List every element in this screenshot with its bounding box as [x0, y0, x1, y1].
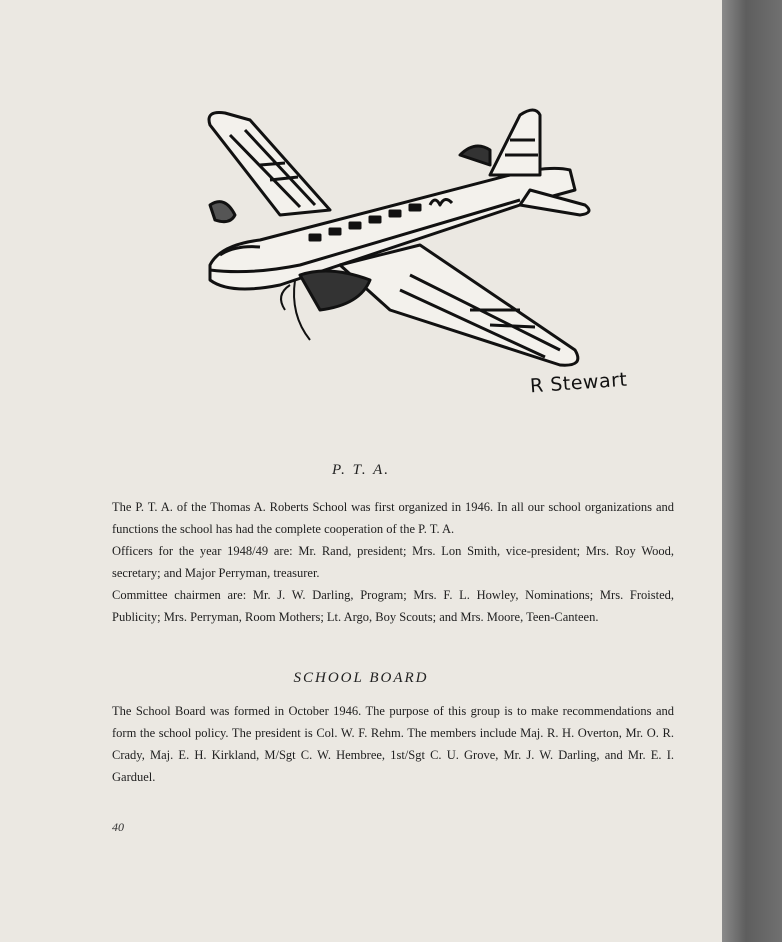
- binding-shadow: [722, 0, 782, 942]
- school-board-paragraph: The School Board was formed in October 1946. The purpose of this group is to make recommendations and form the school policy. The president is Col. W. F. Rehm. The members include Maj. R. H. Overton, Mr. O. R. Crady, Maj. E. H. Kirkland, M/Sgt C. W. Hembree, 1st/Sgt C. U. Grove, Mr. J. W. Darling, and Mr. E. I. Garduel.: [112, 704, 674, 784]
- pta-paragraph: Officers for the year 1948/49 are: Mr. Rand, president; Mrs. Lon Smith, vice-president; Mrs. Roy Wood, secretary; and Major Perryman, treasurer.: [112, 544, 674, 580]
- pta-paragraph: The P. T. A. of the Thomas A. Roberts School was first organized in 1946. In all our school organizations and functions the school has had the complete cooperation of the P. T. A.: [112, 500, 674, 536]
- artist-signature: R Stewart: [529, 368, 629, 398]
- pta-section: [112, 496, 674, 628]
- pta-paragraph: Committee chairmen are: Mr. J. W. Darling, Program; Mrs. F. L. Howley, Nominations; Mrs. Froisted, Publicity; Mrs. Perryman, Room Mothers; Lt. Argo, Boy Scouts; and Mrs. Moore, Teen-Canteen.: [112, 588, 674, 624]
- pta-heading: P. T. A.: [331, 462, 391, 478]
- page-number: 40: [112, 820, 124, 834]
- airplane-illustration: [190, 95, 650, 415]
- school-board-heading: SCHOOL BOARD: [293, 670, 429, 686]
- school-board-section: [112, 700, 674, 788]
